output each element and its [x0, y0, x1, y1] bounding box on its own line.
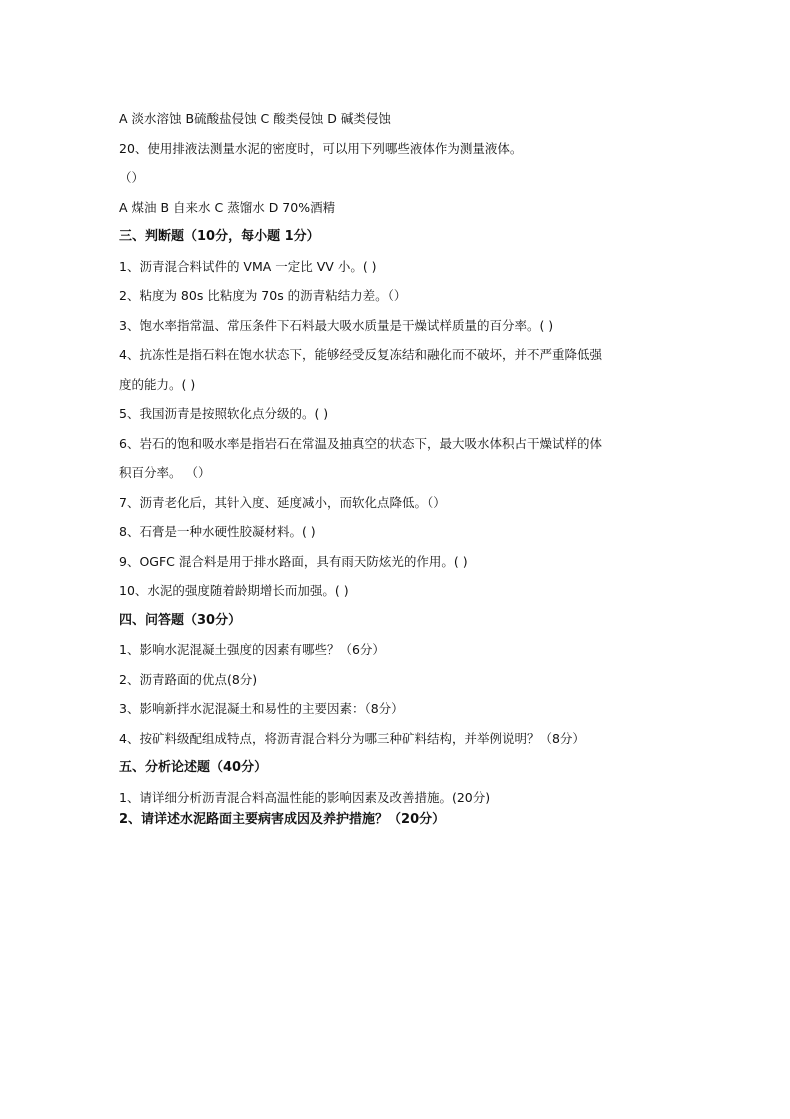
document-page — [119, 104, 679, 831]
qa-item-3: 3、影响新拌水泥混凝土和易性的主要因素：（8分） — [119, 701, 404, 716]
qa-item-1: 1、影响水泥混凝土强度的因素有哪些？（6分） — [119, 642, 385, 657]
question-19-options: A 淡水溶蚀 B硫酸盐侵蚀 C 酸类侵蚀 D 碱类侵蚀 — [119, 111, 391, 126]
analysis-item-1: 1、请详细分析沥青混合料高温性能的影响因素及改善措施。(20分) — [119, 789, 491, 805]
judgement-item-1: 1、沥青混合料试件的 VMA 一定比 VV 小。( ) — [119, 258, 377, 274]
judgement-item-10: 10、水泥的强度随着龄期增长而加强。( ) — [119, 583, 349, 598]
judgement-item-2: 2、粘度为 80s 比粘度为 70s 的沥青粘结力差。（） — [119, 288, 407, 303]
qa-item-2: 2、沥青路面的优点(8分) — [119, 671, 258, 687]
question-20: 20、使用排液法测量水泥的密度时，可以用下列哪些液体作为测量液体。 — [119, 140, 523, 156]
judgement-item-9: 9、OGFC 混合料是用于排水路面，具有雨天防炫光的作用。( ) — [119, 553, 468, 569]
judgement-item-8: 8、石膏是一种水硬性胶凝材料。( ) — [119, 524, 316, 539]
judgement-item-3: 3、饱水率指常温、常压条件下石料最大吸水质量是干燥试样质量的百分率。( ) — [119, 317, 554, 333]
qa-item-4: 4、按矿料级配组成特点，将沥青混合料分为哪三种矿料结构，并举例说明？（8分） — [119, 730, 585, 746]
judgement-item-6: 6、岩石的饱和吸水率是指岩石在常温及抽真空的状态下，最大吸水体积占干燥试样的体 — [119, 435, 602, 451]
section-3-heading: 三、判断题（10分，每小题 1分） — [119, 229, 320, 244]
question-20-options: A 煤油 B 自来水 C 蒸馏水 D 70%酒精 — [119, 199, 336, 215]
section-5-heading: 五、分析论述题（40分） — [119, 760, 268, 775]
judgement-item-5: 5、我国沥青是按照软化点分级的。( ) — [119, 406, 329, 421]
question-20-answer-blank: （） — [119, 170, 145, 185]
judgement-item-6-cont: 积百分率。 （） — [119, 465, 211, 480]
judgement-item-4: 4、抗冻性是指石料在饱水状态下，能够经受反复冻结和融化而不破坏，并不严重降低强 — [119, 347, 602, 362]
judgement-item-7: 7、沥青老化后，其针入度、延度减小，而软化点降低。（） — [119, 494, 446, 510]
section-4-heading: 四、问答题（30分） — [119, 612, 242, 628]
analysis-item-2: 2、请详述水泥路面主要病害成因及养护措施？（20分） — [119, 811, 446, 827]
judgement-item-4-cont: 度的能力。( ) — [119, 376, 196, 392]
